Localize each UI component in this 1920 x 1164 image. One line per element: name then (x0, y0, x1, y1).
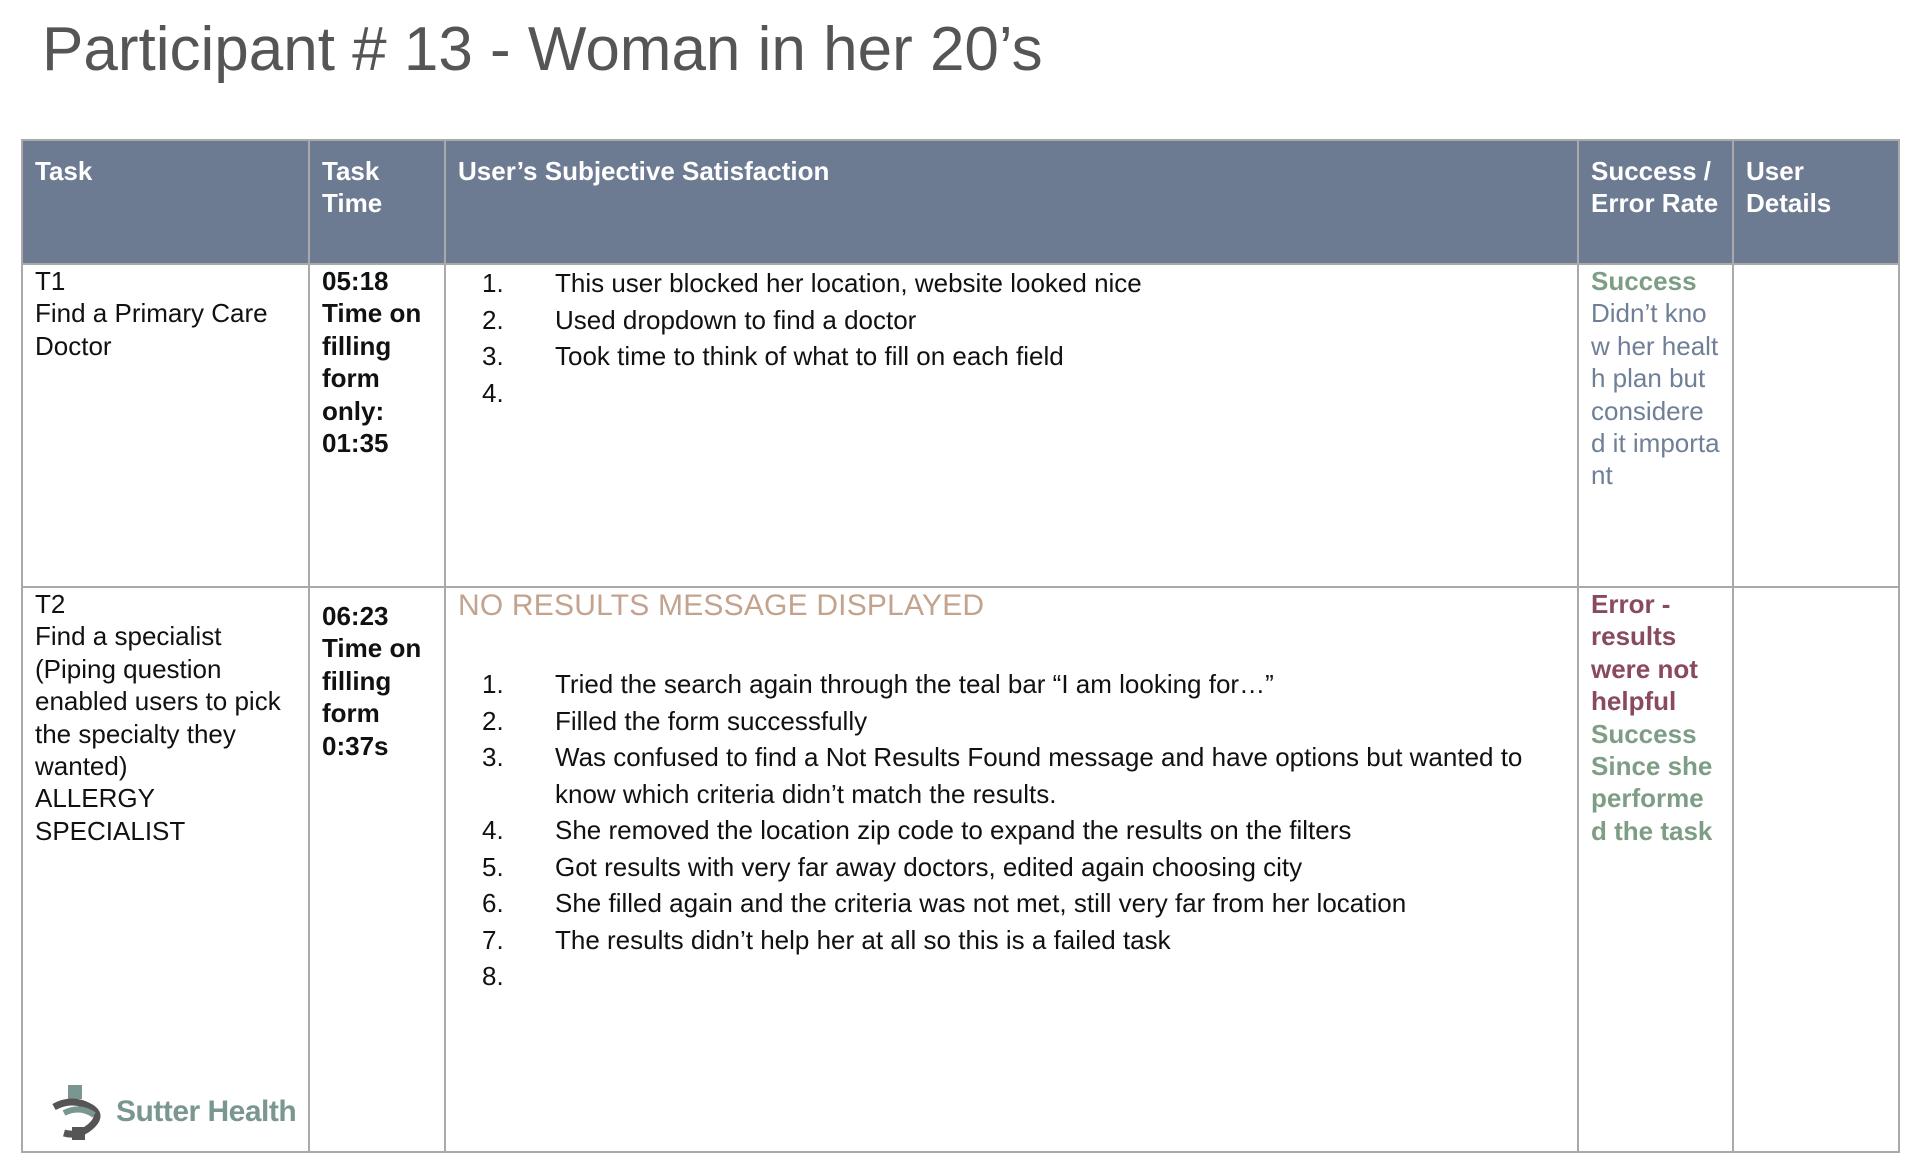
time-form-label: Time on filling form only: (322, 298, 422, 426)
time-form-value: 0:37s (322, 730, 389, 761)
list-item (458, 922, 1565, 959)
page-title: Participant # 13 - Woman in her 20’s (42, 15, 1043, 84)
table-row (22, 264, 1899, 587)
task-description: Find a specialist (Piping question enabled users to pick the specialty they wanted) (35, 621, 281, 782)
table-row (22, 587, 1899, 1152)
list-item (458, 739, 1565, 812)
task-time-cell (309, 264, 445, 587)
satisfaction-cell (445, 264, 1578, 587)
time-form-label: Time on filling form (322, 633, 422, 729)
list-text: Used dropdown to find a doctor (555, 304, 917, 335)
list-text: Tried the search again through the teal bar “I am looking for…” (555, 669, 1274, 699)
list-number: 8. (482, 961, 504, 991)
list-number: 2. (482, 304, 504, 335)
list-text: This user blocked her location, website looked nice (555, 268, 1142, 298)
list-number: 4. (482, 815, 504, 845)
task-description: Find a Primary Care Doctor (35, 298, 268, 361)
logo-text: Sutter Health (116, 1095, 297, 1128)
list-item (458, 265, 1565, 302)
task-time-cell (309, 587, 445, 1152)
notes-list (458, 666, 1565, 991)
list-text: Got results with very far away doctors, edited again choosing city (555, 851, 1303, 882)
task-cell (22, 587, 309, 1152)
list-number: 2. (482, 705, 504, 736)
list-number: 7. (482, 924, 504, 955)
rate-success: Success (1591, 266, 1697, 296)
list-text: She removed the location zip code to expand the results on the filters (555, 815, 1352, 845)
list-item (458, 666, 1565, 703)
rate-cell (1578, 587, 1733, 1152)
satisfaction-cell (445, 587, 1578, 1152)
rate-cell (1578, 264, 1733, 587)
list-text: The results didn’t help her at all so this is a failed task (555, 924, 1171, 955)
list-item (458, 302, 1565, 339)
list-number: 3. (482, 341, 504, 371)
list-text: Filled the form successfully (555, 705, 868, 736)
list-number: 4. (482, 377, 504, 408)
time-total: 06:23 (322, 601, 389, 631)
header-task-time: Task Time (309, 140, 445, 264)
task-specialty: ALLERGY SPECIALIST (35, 783, 186, 846)
results-table (21, 139, 1900, 1153)
list-item (458, 849, 1565, 886)
header-rate: Success / Error Rate (1578, 140, 1733, 264)
task-id: T2 (35, 589, 66, 619)
rate-error: Error -results were not helpful (1591, 589, 1698, 717)
sutter-health-logo-icon (50, 1083, 108, 1141)
list-number: 5. (482, 851, 504, 882)
task-cell (22, 264, 309, 587)
header-satisfaction: User’s Subjective Satisfaction (445, 140, 1578, 264)
details-cell (1733, 264, 1899, 587)
rate-note: Didn’t know her health plan but considere d it important (1591, 298, 1720, 491)
time-form-value: 01:35 (322, 428, 389, 459)
list-number: 1. (482, 268, 504, 298)
rate-success: Success Since she performe d the task (1591, 718, 1713, 846)
header-details: User Details (1733, 140, 1899, 264)
list-item (458, 812, 1565, 849)
header-task: Task (22, 140, 309, 264)
list-item (458, 885, 1565, 922)
list-number: 3. (482, 742, 504, 772)
list-text: Took time to think of what to fill on each field (555, 341, 1064, 371)
list-text: Was confused to find a Not Results Found message and have options but wanted to know which criteria didn’t match the results. (555, 742, 1523, 809)
notes-list (458, 265, 1565, 408)
details-cell (1733, 587, 1899, 1152)
time-total: 05:18 (322, 266, 389, 296)
list-item (458, 338, 1565, 375)
list-text: She filled again and the criteria was not met, still very far from her location (555, 888, 1407, 918)
no-results-label: NO RESULTS MESSAGE DISPLAYED (458, 589, 985, 622)
list-number: 6. (482, 888, 504, 918)
list-item (458, 703, 1565, 740)
table-header-row (22, 140, 1899, 264)
task-id: T1 (35, 266, 66, 296)
sutter-health-logo (50, 1083, 296, 1141)
list-number: 1. (482, 669, 504, 699)
